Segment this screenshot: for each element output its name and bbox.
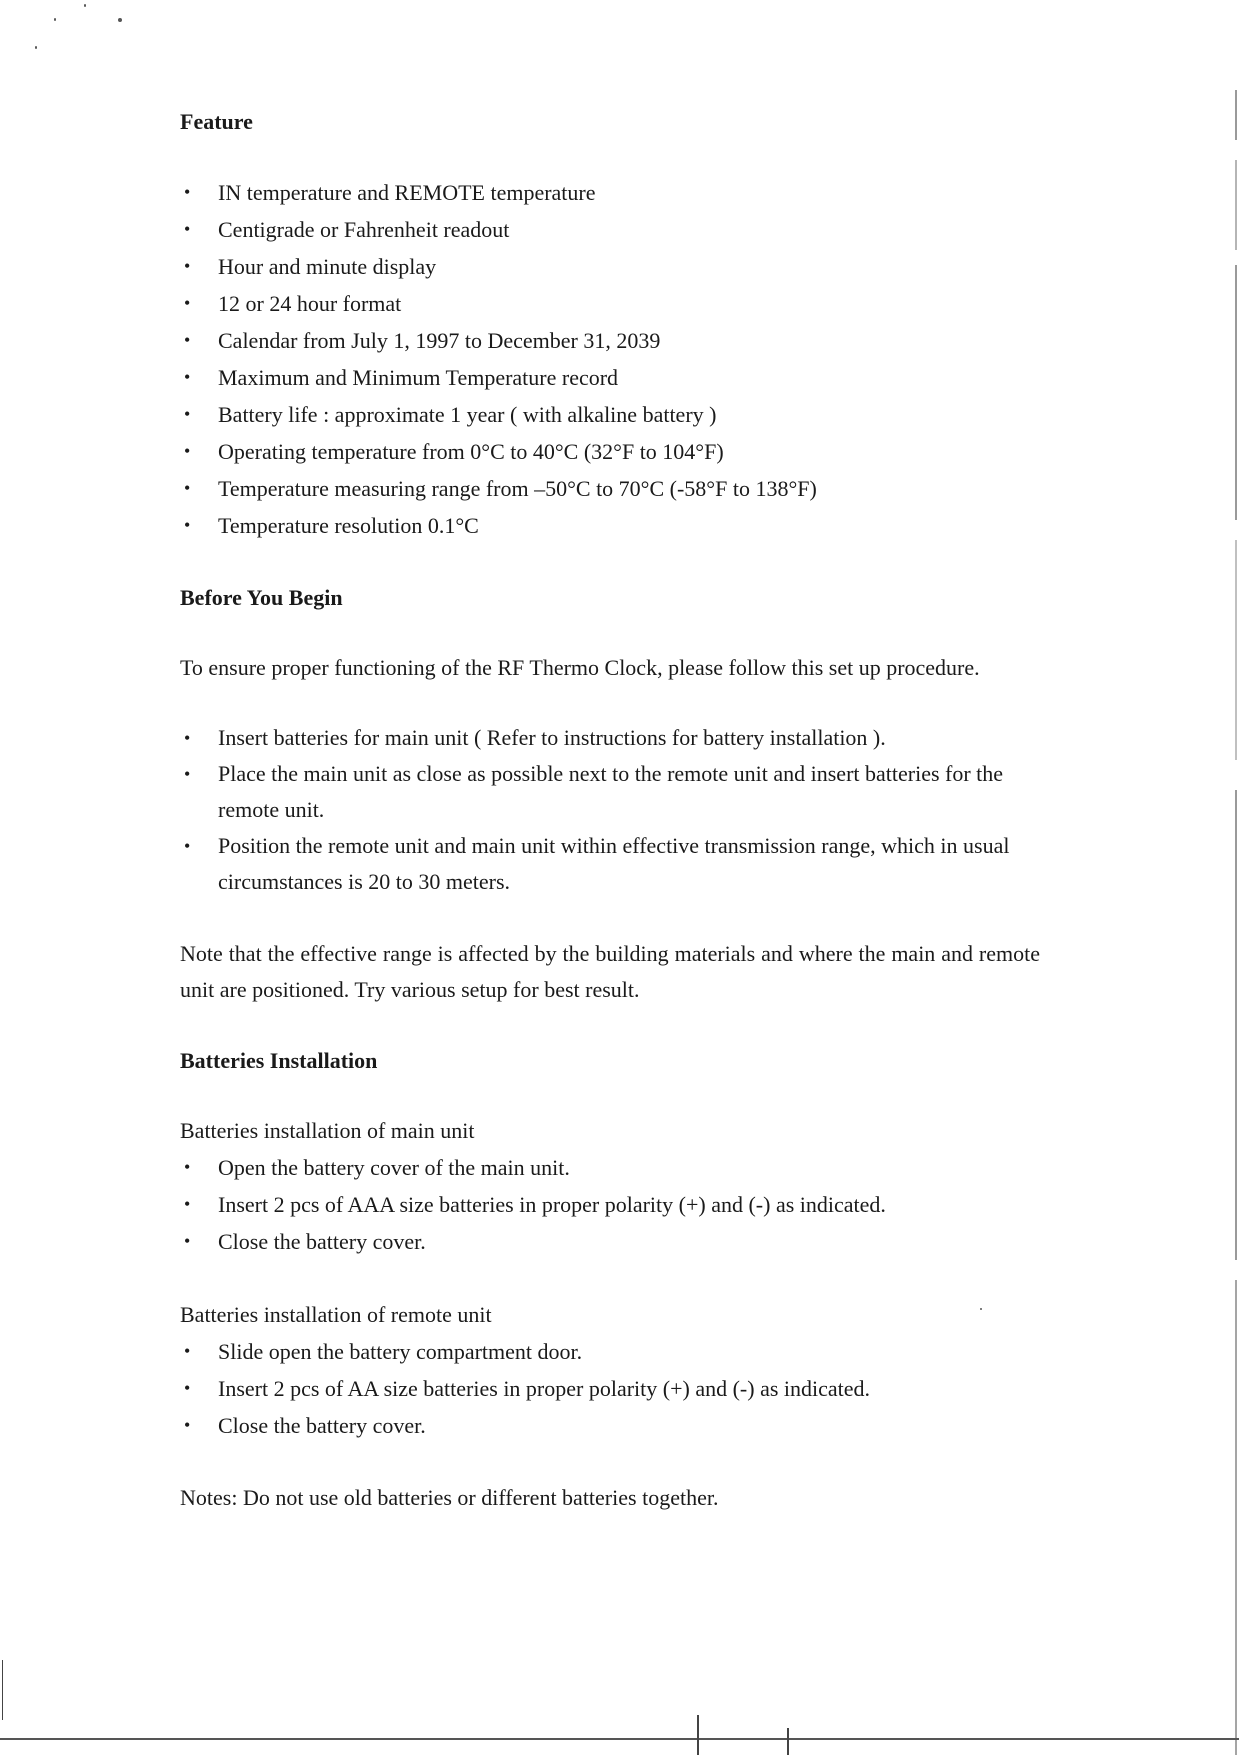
- page-content: [180, 105, 1040, 1516]
- list-item: • Insert 2 pcs of AAA size batteries in proper polarity (+) and (-) as indicated.: [180, 1186, 1040, 1223]
- feature-list: [180, 174, 1040, 544]
- list-item: • Insert 2 pcs of AA size batteries in proper polarity (+) and (-) as indicated.: [180, 1370, 1040, 1407]
- list-item: • Slide open the battery compartment door.: [180, 1333, 1040, 1370]
- list-item: • Position the remote unit and main unit within effective transmission range, which in usual circumstances is 20 to 30 meters.: [180, 828, 1040, 900]
- list-item: • IN temperature and REMOTE temperature: [180, 174, 1040, 211]
- scan-speck: [54, 18, 56, 21]
- main-unit-steps-list: [180, 1149, 1040, 1260]
- list-item: • Calendar from July 1, 1997 to December 31, 2039: [180, 322, 1040, 359]
- list-item: • Maximum and Minimum Temperature record: [180, 359, 1040, 396]
- scan-tick-mark: [2, 1660, 3, 1720]
- batteries-installation-heading: Batteries Installation: [180, 1048, 378, 1073]
- list-item: • Temperature measuring range from –50°C to 70°C (-58°F to 138°F): [180, 470, 1040, 507]
- scan-speck: [84, 4, 86, 7]
- before-you-begin-intro: To ensure proper functioning of the RF Thermo Clock, please follow this set up procedure.: [180, 655, 980, 680]
- scan-tick-mark: [697, 1715, 699, 1755]
- list-item: • Close the battery cover.: [180, 1407, 1040, 1444]
- setup-steps-list: [180, 720, 1040, 900]
- scan-speck: [118, 18, 122, 22]
- remote-unit-steps-list: [180, 1333, 1040, 1444]
- scan-right-edge: [1235, 0, 1237, 1755]
- list-item: • Battery life : approximate 1 year ( with alkaline battery ): [180, 396, 1040, 433]
- scan-speck: [35, 46, 37, 49]
- scan-speck: [980, 1308, 982, 1310]
- list-item: • Close the battery cover.: [180, 1223, 1040, 1260]
- list-item: • 12 or 24 hour format: [180, 285, 1040, 322]
- list-item: • Open the battery cover of the main unit.: [180, 1149, 1040, 1186]
- feature-heading: Feature: [180, 109, 253, 134]
- before-you-begin-heading: Before You Begin: [180, 585, 343, 610]
- scan-bottom-rule: [0, 1738, 1239, 1740]
- batteries-notes: Notes: Do not use old batteries or different batteries together.: [180, 1485, 719, 1510]
- list-item: • Centigrade or Fahrenheit readout: [180, 211, 1040, 248]
- list-item: • Temperature resolution 0.1°C: [180, 507, 1040, 544]
- main-unit-label: Batteries installation of main unit: [180, 1118, 475, 1143]
- list-item: • Hour and minute display: [180, 248, 1040, 285]
- list-item: • Insert batteries for main unit ( Refer to instructions for battery installation ).: [180, 720, 1040, 756]
- scan-tick-mark: [787, 1728, 789, 1755]
- list-item: • Operating temperature from 0°C to 40°C (32°F to 104°F): [180, 433, 1040, 470]
- list-item: • Place the main unit as close as possible next to the remote unit and insert batteries for the remote unit.: [180, 756, 1040, 828]
- range-note: Note that the effective range is affected by the building materials and where the main and remote unit are positioned. Try various setup for best result.: [180, 941, 1040, 1002]
- remote-unit-label: Batteries installation of remote unit: [180, 1302, 492, 1327]
